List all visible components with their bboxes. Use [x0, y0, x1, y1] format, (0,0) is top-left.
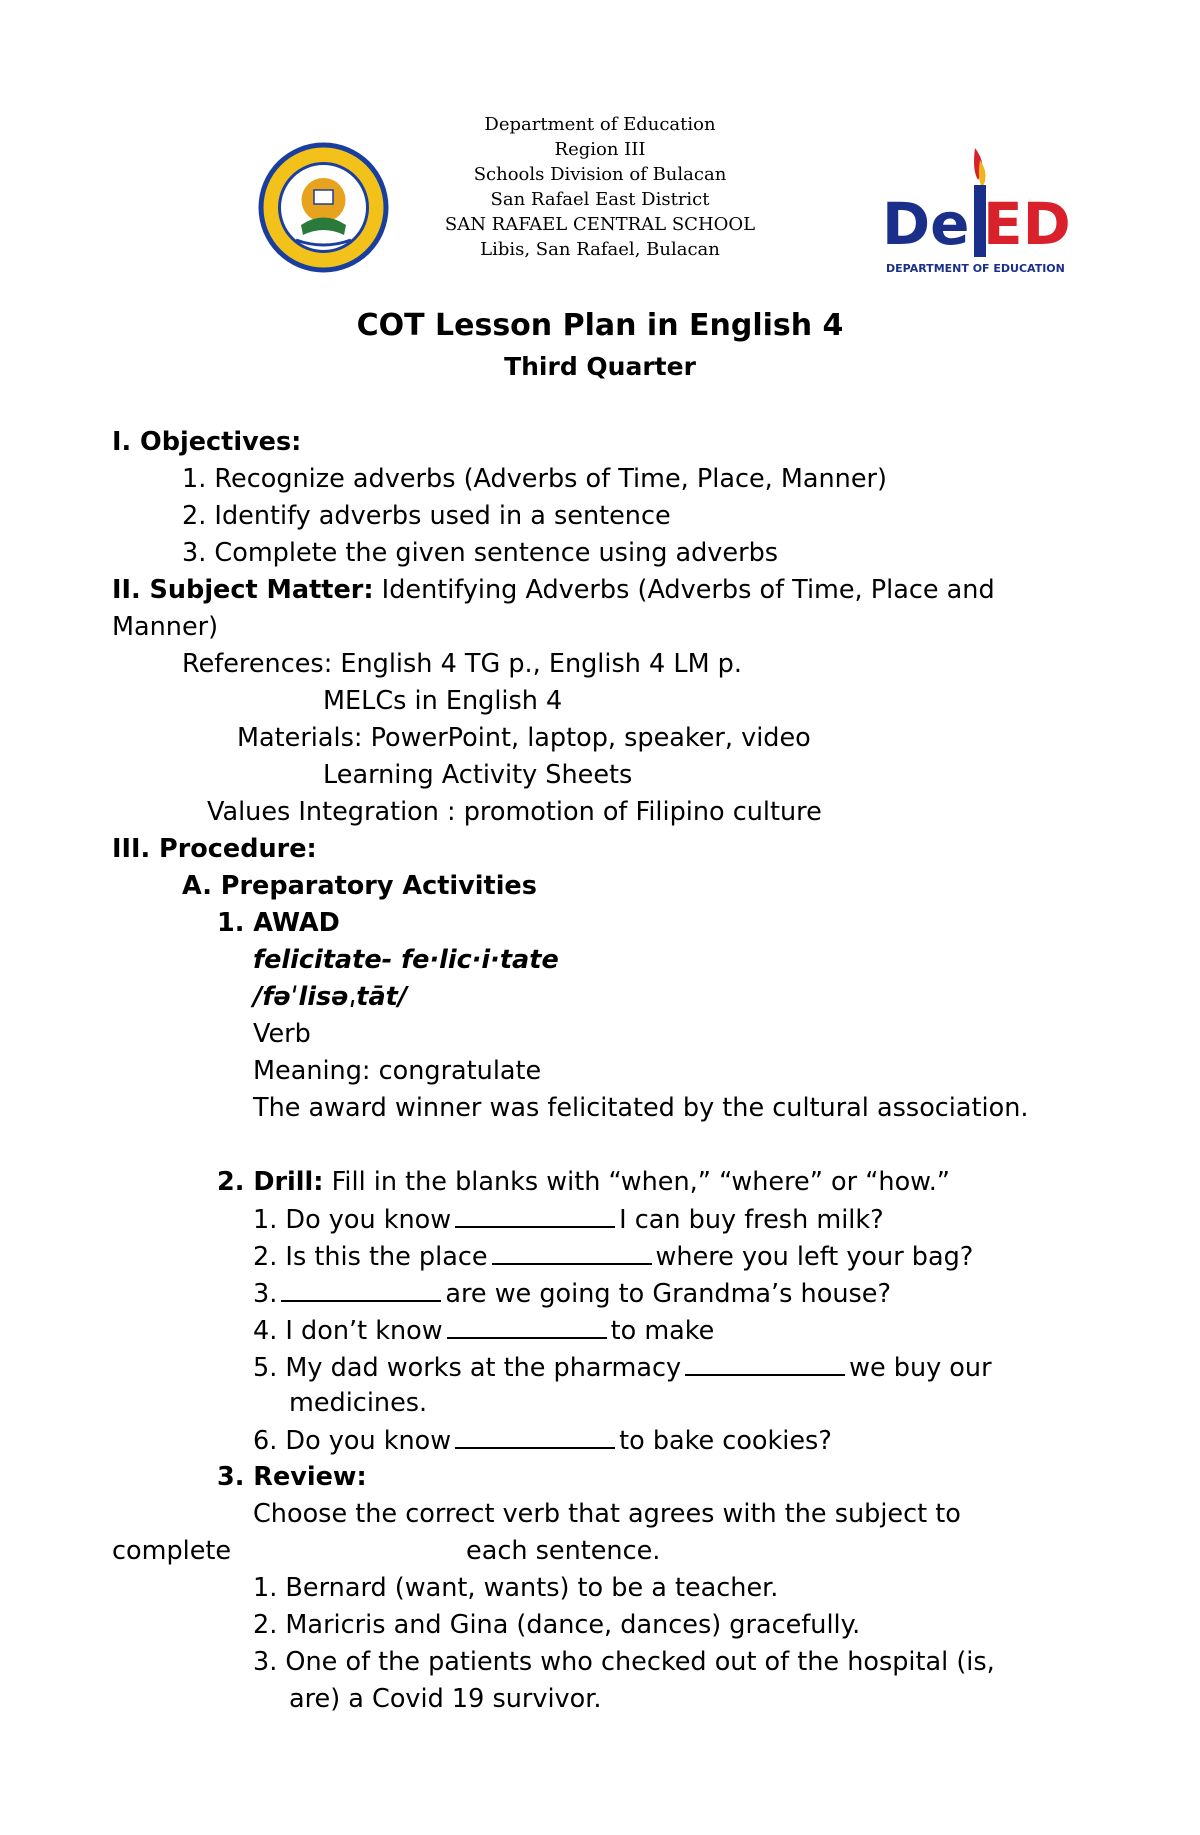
- review-item: 3. One of the patients who checked out of the hospital (is,: [253, 1647, 995, 1677]
- subject-matter-line: [112, 575, 995, 605]
- drill-item-text: 2. Is this the place: [253, 1242, 488, 1272]
- drill-instruction: Fill in the blanks with “when,” “where” or “how.”: [323, 1167, 951, 1197]
- drill-item-text: to make: [610, 1316, 715, 1346]
- header-region: Region III: [554, 139, 646, 160]
- answer-blank: [281, 1278, 441, 1302]
- subject-matter-text-cont: Manner): [112, 612, 219, 642]
- drill-item-text: 6. Do you know: [253, 1426, 452, 1456]
- answer-blank: [685, 1352, 845, 1376]
- drill-item-text: 5. My dad works at the pharmacy: [253, 1353, 682, 1383]
- objective-item: 1. Recognize adverbs (Adverbs of Time, Place, Manner): [182, 464, 887, 494]
- objectives-heading: I. Objectives:: [112, 427, 302, 457]
- school-header: [380, 112, 820, 262]
- drill-label: Drill:: [253, 1167, 324, 1197]
- drill-item-text: are we going to Grandma’s house?: [445, 1279, 891, 1309]
- drill-heading-line: [217, 1167, 950, 1197]
- drill-item-text: 1. Do you know: [253, 1205, 452, 1235]
- drill-item-text: to bake cookies?: [619, 1426, 832, 1456]
- drill-item: [253, 1204, 884, 1235]
- drill-item: [253, 1425, 832, 1456]
- drill-item: [253, 1278, 891, 1309]
- svg-text:DEPARTMENT OF EDUCATION: DEPARTMENT OF EDUCATION: [886, 262, 1065, 275]
- review-instruction-cont-a: complete: [112, 1536, 232, 1566]
- review-instruction: Choose the correct verb that agrees with the subject to: [253, 1499, 961, 1529]
- drill-item: [253, 1315, 714, 1346]
- deped-logo: [880, 140, 1071, 290]
- drill-item-text: 3.: [253, 1279, 278, 1309]
- drill-item-text: I can buy fresh milk?: [619, 1205, 884, 1235]
- preparatory-activities-heading: A. Preparatory Activities: [182, 871, 537, 901]
- subject-matter-text: Identifying Adverbs (Adverbs of Time, Place and: [373, 575, 995, 605]
- drill-item-text: 4. I don’t know: [253, 1316, 443, 1346]
- answer-blank: [447, 1315, 607, 1339]
- review-item: 2. Maricris and Gina (dance, dances) gracefully.: [253, 1610, 861, 1640]
- learning-activity-sheets: Learning Activity Sheets: [323, 760, 633, 790]
- review-item-cont: are) a Covid 19 survivor.: [289, 1684, 602, 1714]
- header-department: Department of Education: [484, 114, 716, 135]
- melcs: MELCs in English 4: [323, 686, 563, 716]
- review-item: 1. Bernard (want, wants) to be a teacher.: [253, 1573, 779, 1603]
- objective-item: 2. Identify adverbs used in a sentence: [182, 501, 671, 531]
- drill-item: [253, 1241, 973, 1272]
- answer-blank: [492, 1241, 652, 1265]
- answer-blank: [455, 1204, 615, 1228]
- svg-text:ED: ED: [983, 190, 1071, 258]
- page-subtitle: Third Quarter: [504, 352, 696, 381]
- page-title: COT Lesson Plan in English 4: [356, 308, 844, 343]
- header-division: Schools Division of Bulacan: [473, 164, 727, 185]
- review-heading: 3. Review:: [217, 1462, 367, 1492]
- drill-item-cont: medicines.: [289, 1388, 428, 1418]
- answer-blank: [455, 1425, 615, 1449]
- school-seal-logo: [256, 140, 391, 275]
- header-district: San Rafael East District: [490, 189, 710, 210]
- awad-heading: 1. AWAD: [217, 908, 340, 938]
- svg-text:De: De: [882, 190, 970, 258]
- drill-item-text: where you left your bag?: [655, 1242, 974, 1272]
- header-school: SAN RAFAEL CENTRAL SCHOOL: [444, 214, 756, 235]
- awad-example: The award winner was felicitated by the cultural association.: [253, 1093, 1029, 1123]
- awad-word: felicitate- fe·lic·i·tate: [253, 945, 559, 975]
- awad-pronunciation: /fəˈlisəˌtāt/: [253, 982, 408, 1012]
- objective-item: 3. Complete the given sentence using adverbs: [182, 538, 779, 568]
- awad-part-of-speech: Verb: [253, 1019, 311, 1049]
- procedure-heading: III. Procedure:: [112, 834, 317, 864]
- drill-item-text: we buy our: [849, 1353, 992, 1383]
- values-integration: Values Integration : promotion of Filipino culture: [207, 797, 822, 827]
- materials: Materials: PowerPoint, laptop, speaker, video: [237, 723, 811, 753]
- awad-meaning: Meaning: congratulate: [253, 1056, 542, 1086]
- header-address: Libis, San Rafael, Bulacan: [480, 239, 720, 260]
- drill-item: [253, 1352, 992, 1383]
- references: References: English 4 TG p., English 4 LM p.: [182, 649, 742, 679]
- review-instruction-cont-b: each sentence.: [466, 1536, 661, 1566]
- drill-number: 2.: [217, 1167, 254, 1197]
- subject-matter-heading: II. Subject Matter:: [112, 575, 374, 605]
